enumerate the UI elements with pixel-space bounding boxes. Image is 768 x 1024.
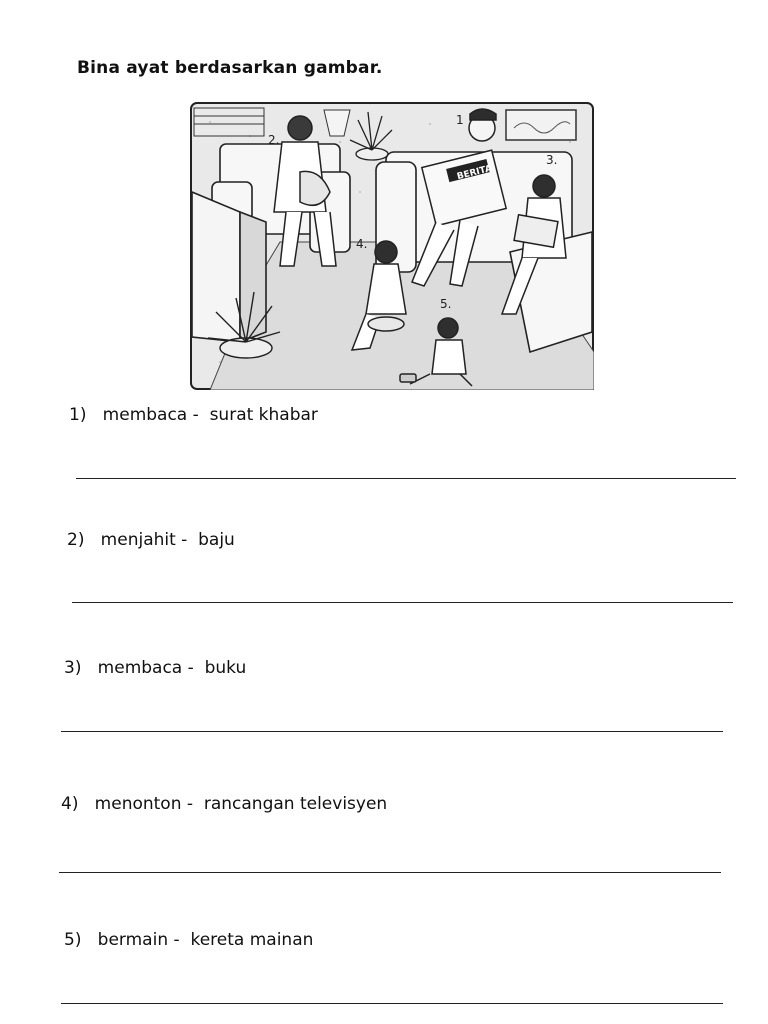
question-number: 3) <box>64 658 82 678</box>
figure-number-5: 5. <box>440 297 452 311</box>
answer-line-2[interactable] <box>72 602 733 603</box>
question-verb: membaca - <box>102 405 199 425</box>
question-verb: menjahit - <box>100 530 188 550</box>
answer-line-1[interactable] <box>76 478 736 479</box>
question-object: rancangan televisyen <box>203 794 388 814</box>
question-number: 1) <box>69 405 87 425</box>
figure-number-2: 2. <box>268 133 280 147</box>
question-5 <box>64 930 313 950</box>
newspaper-label: BERITA <box>456 163 494 183</box>
question-verb: menonton - <box>94 794 194 814</box>
question-object: surat khabar <box>209 405 318 425</box>
answer-line-4[interactable] <box>59 872 721 873</box>
answer-line-3[interactable] <box>61 731 723 732</box>
family-living-room-illustration <box>190 102 594 390</box>
question-number: 2) <box>67 530 85 550</box>
figure-number-3: 3. <box>546 153 558 167</box>
figure-number-1: 1 <box>456 113 464 127</box>
question-object: baju <box>198 530 235 550</box>
question-verb: bermain - <box>97 930 180 950</box>
question-number: 5) <box>64 930 82 950</box>
question-4 <box>61 794 387 814</box>
question-object: buku <box>204 658 247 678</box>
figure-number-4: 4. <box>356 237 368 251</box>
answer-line-5[interactable] <box>61 1003 723 1004</box>
question-3 <box>64 658 246 678</box>
question-2 <box>67 530 235 550</box>
question-number: 4) <box>61 794 79 814</box>
question-1 <box>69 405 318 425</box>
worksheet-title: Bina ayat berdasarkan gambar. <box>77 58 383 78</box>
question-verb: membaca - <box>97 658 194 678</box>
question-object: kereta mainan <box>190 930 314 950</box>
